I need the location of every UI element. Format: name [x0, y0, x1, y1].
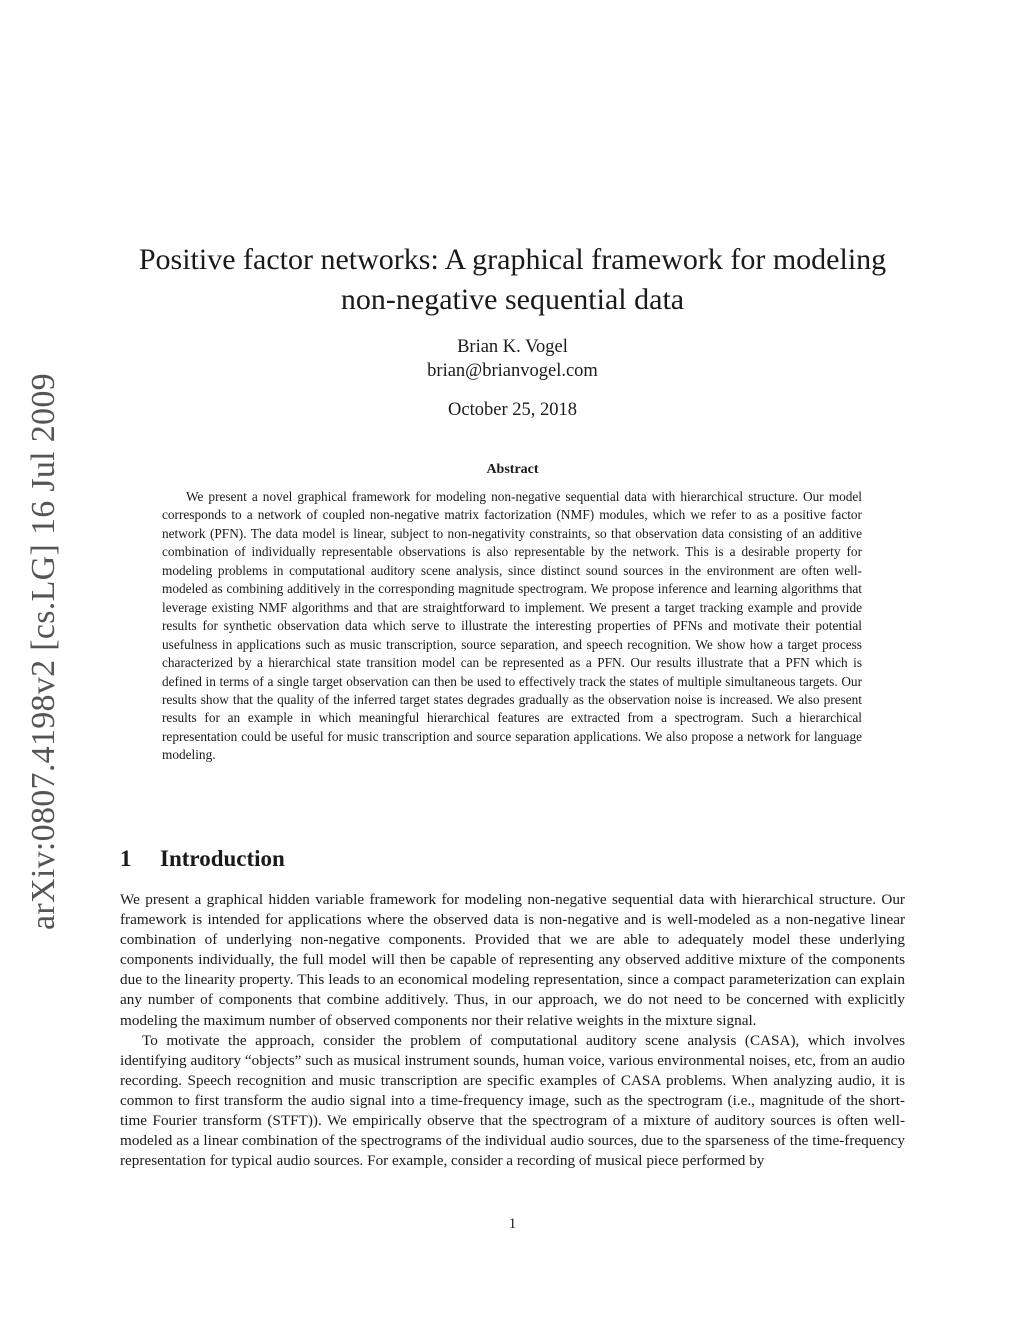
- paper-title-line-1: Positive factor networks: A graphical framework for modeling: [138, 243, 887, 276]
- abstract-heading: Abstract: [486, 462, 539, 477]
- introduction-paragraph-2: To motivate the approach, consider the problem of computational auditory scene analysis (CASA), which involves identifying auditory “objects” such as musical instrument sounds, human voice, various environmental noises, etc, from an audio recording. Speech recognition and music transcription are specific examples of CASA problems. When analyzing audio, it is common to first transform the audio signal into a time-frequency image, such as the spectrogram (i.e., magnitude of the short-time Fourier transform (STFT)). We empirically observe that the spectrogram of a mixture of auditory sources is often well-modeled as a linear combination of the spectrograms of the individual audio sources, due to the sparseness of the time-frequency representation for typical audio sources. For example, consider a recording of musical piece performed by: [120, 1031, 905, 1170]
- page-number: 1: [508, 1216, 517, 1232]
- paper-title: [120, 240, 905, 320]
- section-number: 1: [120, 846, 132, 871]
- introduction-paragraph-1: We present a graphical hidden variable framework for modeling non-negative sequential data with hierarchical structure. Our framework is intended for applications where the observed data is non-negative and is well-modeled as a non-negative linear combination of underlying non-negative components. Provided that we are able to adequately model these underlying components individually, the full model will then be capable of representing any observed additive mixture of the components due to the linearity property. This leads to an economical modeling representation, since a compact parameterization can explain any number of components that combine additively. Thus, in our approach, we do not need to be concerned with explicitly modeling the maximum number of observed components nor their relative weights in the mixture signal.: [120, 891, 905, 1029]
- introduction-body: [120, 890, 905, 1171]
- arxiv-identifier-stamp: arXiv:0807.4198v2 [cs.LG] 16 Jul 2009: [25, 373, 62, 930]
- author-name: Brian K. Vogel: [457, 337, 568, 357]
- publication-date: October 25, 2018: [448, 400, 577, 420]
- section-heading-introduction: [120, 846, 285, 872]
- paper-title-line-2: non-negative sequential data: [340, 283, 685, 316]
- section-title: Introduction: [160, 846, 285, 871]
- abstract-text: We present a novel graphical framework for modeling non-negative sequential data with hierarchical structure. Our model corresponds to a network of coupled non-negative matrix factorization (NMF) modules, which we refer to as a positive factor network (PFN). The data model is linear, subject to non-negativity constraints, so that observation data consisting of an additive combination of individually representable observations is also representable by the network. This is a desirable property for modeling problems in computational auditory scene analysis, since distinct sound sources in the environment are often well-modeled as combining additively in the corresponding magnitude spectrogram. We propose inference and learning algorithms that leverage existing NMF algorithms and that are straightforward to implement. We present a target tracking example and provide results for synthetic observation data which serve to illustrate the interesting properties of PFNs and motivate their potential usefulness in applications such as music transcription, source separation, and speech recognition. We show how a target process characterized by a hierarchical state transition model can be represented as a PFN. Our results illustrate that a PFN which is defined in terms of a single target observation can then be used to effectively track the states of multiple simultaneous targets. Our results show that the quality of the inferred target states degrades gradually as the observation noise is increased. We also present results for an example in which meaningful hierarchical features are extracted from a spectrogram. Such a hierarchical representation could be useful for music transcription and source separation applications. We also propose a network for language modeling.: [162, 489, 862, 763]
- author-email: brian@brianvogel.com: [427, 361, 598, 381]
